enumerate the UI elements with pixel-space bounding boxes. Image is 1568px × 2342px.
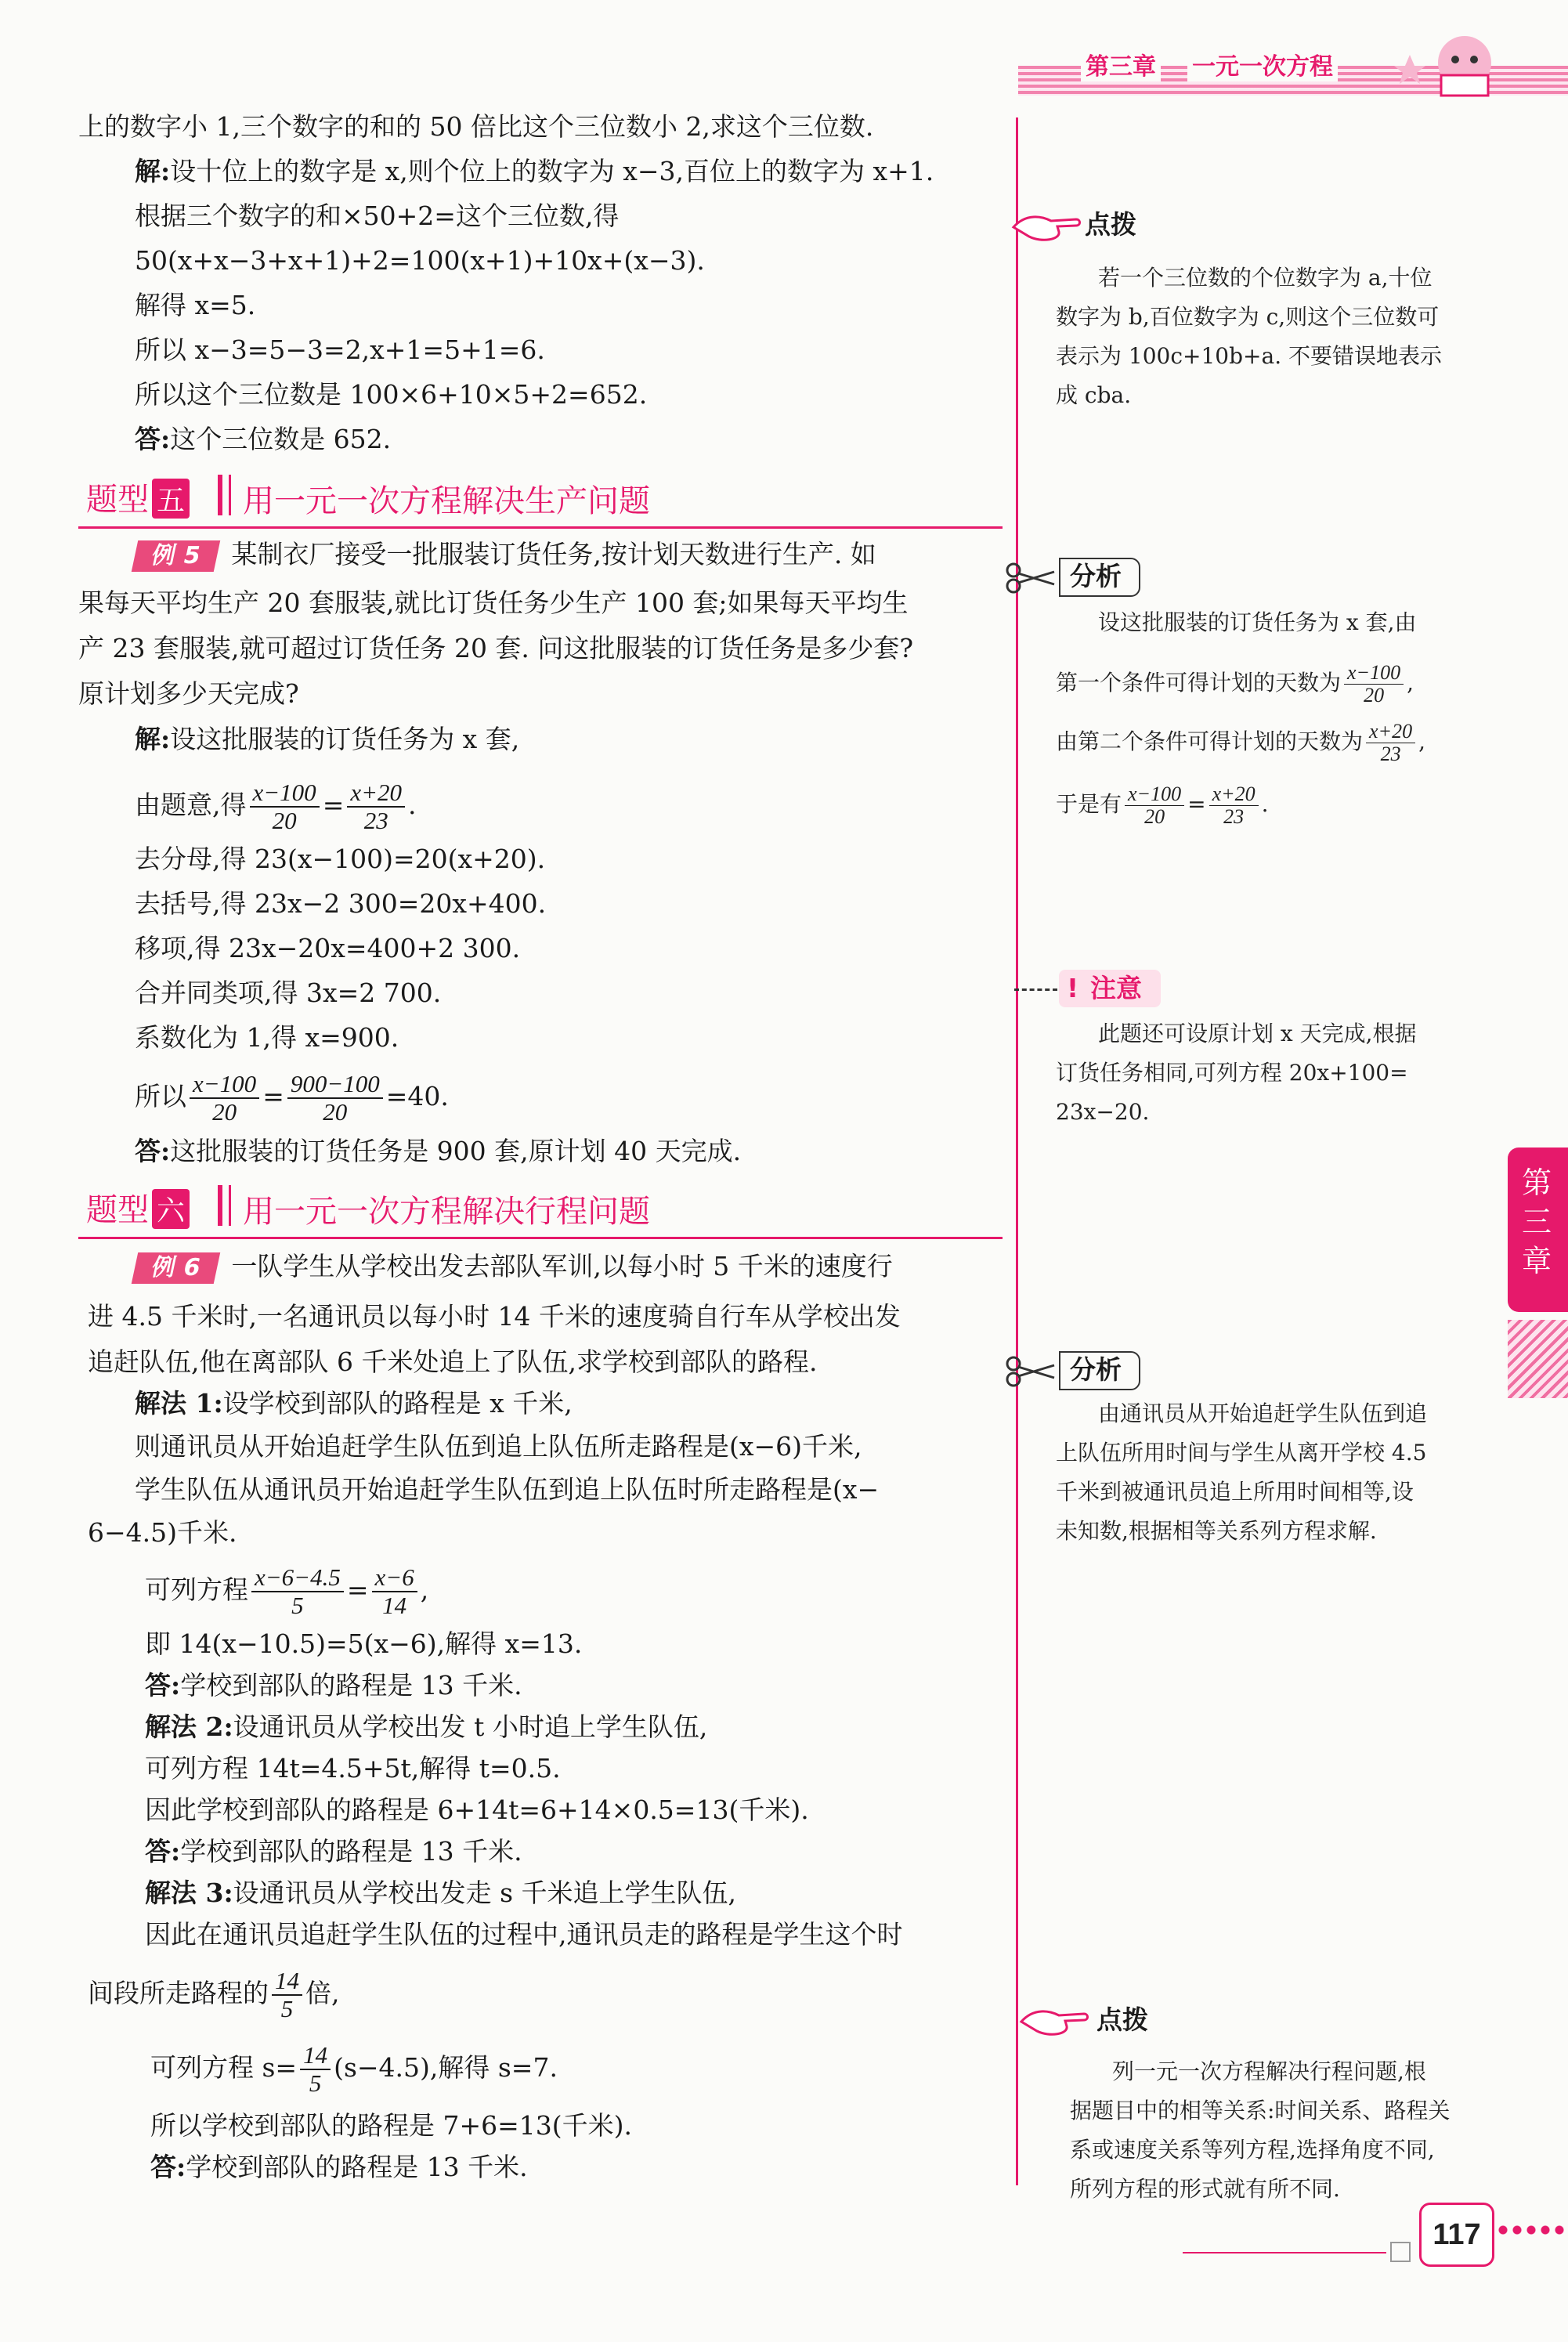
analysis-text-suffix: . [1261,791,1269,817]
section-tag-text: 题型 [86,1192,149,1228]
fraction-denominator: 20 [1144,805,1165,828]
problem-text: 一队学生从学校出发去部队军训,以每小时 5 千米的速度行 [231,1251,893,1281]
answer-text: 学校到部队的路程是 13 千米. [180,1670,522,1700]
solve-text: 设十位上的数字是 x,则个位上的数字为 x−3,百位上的数字为 x+1. [170,156,934,186]
text-prefix: 间段所走路程的 [88,1978,269,2008]
text-line: 所以这个三位数是 100×6+10×5+2=652. [135,379,648,410]
pointing-hand-icon [1010,205,1081,249]
fraction [251,1564,344,1619]
section-header-6 [78,1177,1003,1239]
page-header [1018,31,1568,102]
problem-text: 追赶队伍,他在离部队 6 千米处追上了队伍,求学校到部队的路程. [88,1346,818,1377]
answer-text: 学校到部队的路程是 13 千米. [180,1836,522,1867]
fraction-denominator: 23 [1223,805,1245,828]
answer-label: 答: [145,1836,181,1867]
analysis-box [1059,558,1140,597]
answer-label: 答: [135,424,171,454]
fraction-denominator: 23 [1380,743,1401,765]
section-tag [86,475,190,519]
text-line: 上的数字小 1,三个数字的和的 50 倍比这个三位数小 2,求这个三位数. [78,111,874,142]
exclamation-icon: ! [1067,973,1079,1003]
section-bar [218,1185,222,1226]
method-text: 即 14(x−10.5)=5(x−6),解得 x=13. [145,1628,583,1659]
fraction-denominator: 23 [363,807,388,834]
fraction-numerator: 14 [300,2042,331,2070]
footer-rule [1183,2252,1386,2253]
equation-line: 可列方程 $\frac{x-6-4.5}{5}$ = $\frac{x-6}{14}$ , [145,1563,429,1619]
tip-text: 若一个三位数的个位数字为 a,十位 [1098,265,1433,291]
analysis-title: 分析 [1070,561,1122,591]
footer-dots [1496,2225,1568,2235]
problem-text: 原计划多少天完成? [78,678,299,709]
section-tag [86,1185,190,1230]
eq-prefix: 可列方程 [145,1574,248,1605]
eq-suffix: =40. [385,1081,449,1111]
answer-line [145,1668,522,1703]
tip-text: 数字为 b,百位数字为 c,则这个三位数可 [1056,304,1440,330]
fraction-numerator: x+20 [1366,721,1415,743]
tip-text: 系或速度关系等列方程,选择角度不同, [1070,2137,1435,2163]
method-text: 6−4.5)千米. [88,1517,237,1548]
problem-text: 某制衣厂接受一批服装订货任务,按计划天数进行生产. 如 [231,539,876,569]
problem-text: 进 4.5 千米时,一名通讯员以每小时 14 千米的速度骑自行车从学校出发 [88,1301,901,1332]
note-dashes [1014,988,1057,991]
step-line: 去分母,得 23(x−100)=20(x+20). [135,844,546,874]
fraction [300,2042,331,2097]
fraction [1366,721,1415,765]
text-line: 所以 x−3=5−3=2,x+1=5+1=6. [135,334,545,365]
step-line: 移项,得 23x−20x=400+2 300. [135,933,521,963]
solve-text: 设这批服装的订货任务为 x 套, [170,724,520,754]
fraction-numerator: 14 [272,1968,302,1996]
answer-line [150,2150,528,2185]
section-tag-text: 题型 [86,482,149,518]
fraction-numerator: x+20 [347,779,405,808]
text-line: 根据三个数字的和×50+2=这个三位数,得 [135,201,620,231]
fraction-denominator: 5 [280,1995,294,2022]
equation-line [150,2037,558,2099]
fraction-denominator: 20 [212,1098,237,1126]
analysis-text-suffix: , [1407,670,1414,696]
header-mascot-icon [1386,31,1543,102]
analysis-text: 由通讯员从开始追赶学生队伍到追 [1098,1401,1428,1426]
fraction [190,1071,259,1126]
chapter-side-tab [1508,1148,1568,1406]
fraction [1125,783,1184,828]
chapter-side-tab-stripes [1508,1320,1568,1398]
problem-text: 产 23 套服装,就可超过订货任务 20 套. 问这批服装的订货任务是多少套? [78,633,914,663]
tip-text: 列一元一次方程解决行程问题,根 [1112,2058,1426,2084]
method-line [135,1386,573,1421]
text-suffix: 倍, [305,1978,340,2008]
equation-line [88,1962,340,2025]
fraction-numerator: x−100 [1125,783,1184,806]
eq-prefix: 可列方程 s= [150,2052,298,2083]
method-label: 解法 3: [145,1878,233,1908]
method-label: 解法 1: [135,1388,223,1419]
section-number: 五 [152,479,190,519]
equation-line: 50(x+x−3+x+1)+2=100(x+1)+10x+(x−3). [135,245,705,276]
analysis-text [1056,717,1425,767]
eq-prefix: 所以 [135,1081,186,1111]
analysis-text-prefix: 由第二个条件可得计划的天数为 [1056,728,1364,754]
section-bar [229,1185,231,1226]
example-6-line [135,1249,893,1284]
solve-line [135,722,519,757]
analysis-title: 分析 [1070,1354,1122,1385]
answer-text: 学校到部队的路程是 13 千米. [186,2152,528,2182]
method-label: 解法 2: [145,1711,233,1742]
analysis-text-suffix: , [1418,728,1426,754]
method-text: 设通讯员从学校出发走 s 千米追上学生队伍, [233,1878,737,1908]
solve-line [135,154,934,189]
fraction-numerator: x−100 [190,1071,259,1099]
chapter-side-tab-label: 第三章 [1522,1166,1552,1278]
section-title: 用一元一次方程解决生产问题 [243,483,650,519]
note-text: 23x−20. [1056,1099,1150,1125]
analysis-text: 设这批服装的订货任务为 x 套,由 [1098,609,1417,635]
section-header-5 [78,467,1003,529]
step-line: 系数化为 1,得 x=900. [135,1022,399,1053]
fraction-numerator: x−100 [250,779,320,808]
fraction-denominator: 5 [309,2069,322,2097]
eq-prefix: 由题意,得 [135,790,247,820]
page-number: 117 [1433,2218,1481,2251]
fraction-denominator: 14 [382,1592,407,1619]
scissors-icon [1003,561,1057,595]
fraction [347,779,405,834]
fraction-numerator: x−6−4.5 [251,1564,344,1592]
answer-text: 这批服装的订货任务是 900 套,原计划 40 天完成. [170,1136,742,1166]
solve-label: 解: [135,724,171,754]
fraction [372,1564,417,1619]
pointing-hand-icon [1018,2000,1089,2044]
analysis-text: 上队伍所用时间与学生从离开学校 4.5 [1056,1440,1427,1466]
tip-text: 成 cba. [1056,382,1132,408]
answer-label: 答: [135,1136,171,1166]
method-text: 学生队伍从通讯员开始追赶学生队伍到追上队伍时所走路程是(x− [135,1474,880,1505]
fraction [272,1968,302,2022]
eq-suffix: (s−4.5),解得 s=7. [334,2052,558,2083]
fraction-numerator: x+20 [1209,783,1259,806]
problem-text: 果每天平均生产 20 套服装,就比订货任务少生产 100 套;如果每天平均生 [78,587,909,618]
example-5-line [135,537,876,572]
fraction [1209,783,1259,828]
method-text: 设学校到部队的路程是 x 千米, [222,1388,573,1419]
answer-label: 答: [150,2152,186,2182]
fraction-denominator: 20 [323,1098,348,1126]
analysis-text: 未知数,根据相等关系列方程求解. [1056,1518,1377,1544]
fraction-numerator: x−6 [372,1564,417,1592]
fraction [287,1071,383,1126]
section-bar [218,475,222,515]
note-text: 订货任务相同,可列方程 20x+100= [1056,1060,1408,1086]
fraction-numerator: 900−100 [287,1071,383,1099]
fraction [1344,662,1404,707]
method-line [145,1710,707,1744]
note-badge [1059,970,1161,1007]
section-number: 六 [152,1189,190,1229]
method-text: 则通讯员从开始追赶学生队伍到追上队伍所走路程是(x−6)千米, [135,1431,862,1462]
equation-line: 所以 $\frac{x-100}{20}$ = $\frac{900-100}{20}$ =40. [135,1070,449,1126]
note-title: 注意 [1090,973,1142,1003]
page-number-box [1419,2203,1494,2267]
answer-line [135,1134,741,1169]
fraction-denominator: 5 [291,1592,304,1619]
method-text: 因此在通讯员追赶学生队伍的过程中,通讯员走的路程是学生这个时 [145,1919,903,1950]
tip-text: 据题目中的相等关系:时间关系、路程关 [1070,2098,1451,2123]
method-text: 所以学校到部队的路程是 7+6=13(千米). [150,2110,633,2141]
header-title: 一元一次方程 [1187,47,1338,81]
header-chapter: 第三章 [1081,47,1161,81]
fraction-denominator: 20 [1364,684,1385,707]
tip-text: 表示为 100c+10b+a. 不要错误地表示 [1056,343,1442,369]
footer-square [1390,2242,1411,2262]
answer-line [135,422,391,457]
scissors-icon [1003,1354,1057,1389]
example-badge: 例 5 [132,540,221,572]
section-title: 用一元一次方程解决行程问题 [243,1194,650,1230]
method-text: 因此学校到部队的路程是 6+14t=6+14×0.5=13(千米). [145,1794,809,1825]
fraction [250,779,320,834]
method-text: 设通讯员从学校出发 t 小时追上学生队伍, [233,1711,708,1742]
analysis-text: 于是有 $\frac{x-100}{20}$ = $\frac{x+20}{23}$ . [1056,782,1269,828]
method-text: 可列方程 14t=4.5+5t,解得 t=0.5. [145,1753,561,1784]
fraction-denominator: 20 [272,807,297,834]
tip-title: 点拨 [1097,2004,1148,2035]
answer-label: 答: [145,1670,181,1700]
tip-text: 所列方程的形式就有所不同. [1070,2176,1340,2202]
step-line: 合并同类项,得 3x=2 700. [135,978,442,1008]
step-line: 去括号,得 23x−2 300=20x+400. [135,888,547,919]
margin-divider [1016,117,1018,2185]
analysis-text-prefix: 第一个条件可得计划的天数为 [1056,670,1342,696]
answer-line [145,1834,522,1869]
analysis-text-prefix: 于是有 [1056,791,1122,817]
note-text: 此题还可设原计划 x 天完成,根据 [1098,1021,1417,1046]
example-badge: 例 6 [132,1252,221,1284]
tip-title: 点拨 [1085,209,1136,240]
fraction-numerator: x−100 [1344,662,1404,685]
analysis-text: 千米到被通讯员追上所用时间相等,设 [1056,1479,1414,1505]
analysis-text [1056,658,1414,708]
solve-label: 解: [135,156,171,186]
equation-line: 由题意,得 $\frac{x-100}{20}$ = $\frac{x+20}{23}$ . [135,779,417,834]
section-bar [229,475,231,515]
analysis-box [1059,1351,1140,1390]
text-line: 解得 x=5. [135,290,256,320]
method-line [145,1876,736,1910]
answer-text: 这个三位数是 652. [170,424,392,454]
